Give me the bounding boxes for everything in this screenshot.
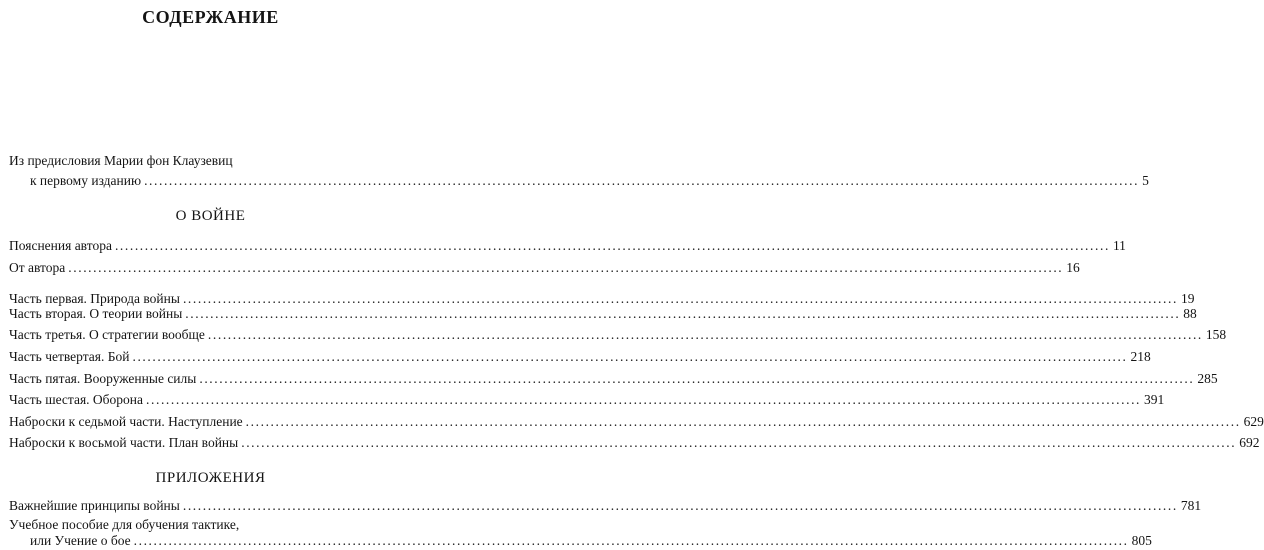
toc-entry-text: Пояснения автора — [9, 238, 112, 253]
toc-entry-text: Часть пятая. Вооруженные силы — [9, 371, 197, 386]
toc-entry-preface-line1: Из предисловия Марии фон Клаузевиц — [9, 153, 233, 168]
toc-entry-text: Часть вторая. О теории войны — [9, 306, 183, 321]
toc-entry-text: Часть шестая. Оборона — [9, 392, 144, 407]
dot-leader: ........................................................................................................................................................................................................ — [207, 327, 1203, 342]
toc-entry-text: Наброски к седьмой части. Наступление — [9, 414, 243, 429]
toc-entry-text: Часть третья. О стратегии вообще — [9, 327, 205, 342]
toc-entry-text: От автора — [9, 260, 66, 275]
dot-leader: ........................................................................................................................................................................................................ — [241, 435, 1237, 450]
dot-leader: ........................................................................................................................................................................................................ — [114, 238, 1110, 253]
toc-entry — [9, 434, 1260, 452]
toc-entry — [9, 305, 1197, 323]
toc-page-number: 16 — [1066, 260, 1080, 275]
dot-leader: ........................................................................................................................................................................................................ — [133, 533, 1129, 548]
toc-page-number: 158 — [1205, 327, 1227, 342]
toc-page-number: 391 — [1144, 392, 1165, 407]
section-heading-on-war: О ВОЙНЕ — [175, 208, 246, 224]
dot-leader: ........................................................................................................................................................................................................ — [245, 414, 1241, 429]
toc-page-number: 11 — [1112, 238, 1126, 253]
toc-entry-text: к первому изданию — [30, 173, 142, 188]
dot-leader: ........................................................................................................................................................................................................ — [146, 392, 1142, 407]
toc-entry-tactics — [30, 532, 1152, 550]
dot-leader: ........................................................................................................................................................................................................ — [185, 306, 1181, 321]
dot-leader: ........................................................................................................................................................................................................ — [132, 349, 1128, 364]
toc-page-number: 285 — [1197, 371, 1218, 386]
dot-leader: ........................................................................................................................................................................................................ — [182, 291, 1178, 306]
toc-entry-tactics-line1: Учебное пособие для обучения тактике, — [9, 517, 240, 532]
toc-page-number: 805 — [1131, 533, 1152, 548]
dot-leader: ........................................................................................................................................................................................................ — [182, 498, 1178, 513]
toc-entry — [9, 237, 1126, 255]
toc-page-number: 218 — [1130, 349, 1151, 364]
toc-entry — [9, 348, 1151, 366]
toc-entry-text: Важнейшие принципы войны — [9, 498, 180, 513]
toc-page-number: 629 — [1243, 414, 1264, 429]
toc-entry-text: или Учение о бое — [30, 533, 131, 548]
toc-entry-preface — [30, 172, 1149, 190]
dot-leader: ........................................................................................................................................................................................................ — [68, 260, 1064, 275]
toc-page-number: 88 — [1183, 306, 1197, 321]
dot-leader: ........................................................................................................................................................................................................ — [199, 371, 1195, 386]
toc-page-number: 781 — [1180, 498, 1202, 513]
dot-leader: ........................................................................................................................................................................................................ — [144, 173, 1140, 188]
toc-entry-text: Часть четвертая. Бой — [9, 349, 130, 364]
page-title: СОДЕРЖАНИЕ — [142, 7, 279, 27]
section-heading-appendix: ПРИЛОЖЕНИЯ — [155, 470, 266, 486]
toc-page-number: 692 — [1239, 435, 1260, 450]
toc-entry — [9, 326, 1227, 344]
toc-entry — [9, 259, 1080, 277]
toc-entry-text: Наброски к восьмой части. План войны — [9, 435, 239, 450]
toc-entry-text: Часть первая. Природа войны — [9, 291, 180, 306]
toc-page-number: 5 — [1142, 173, 1149, 188]
toc-page-number: 19 — [1180, 291, 1195, 306]
toc-entry — [9, 413, 1264, 431]
toc-entry — [9, 497, 1202, 515]
toc-entry — [9, 370, 1218, 388]
toc-entry — [9, 391, 1165, 409]
